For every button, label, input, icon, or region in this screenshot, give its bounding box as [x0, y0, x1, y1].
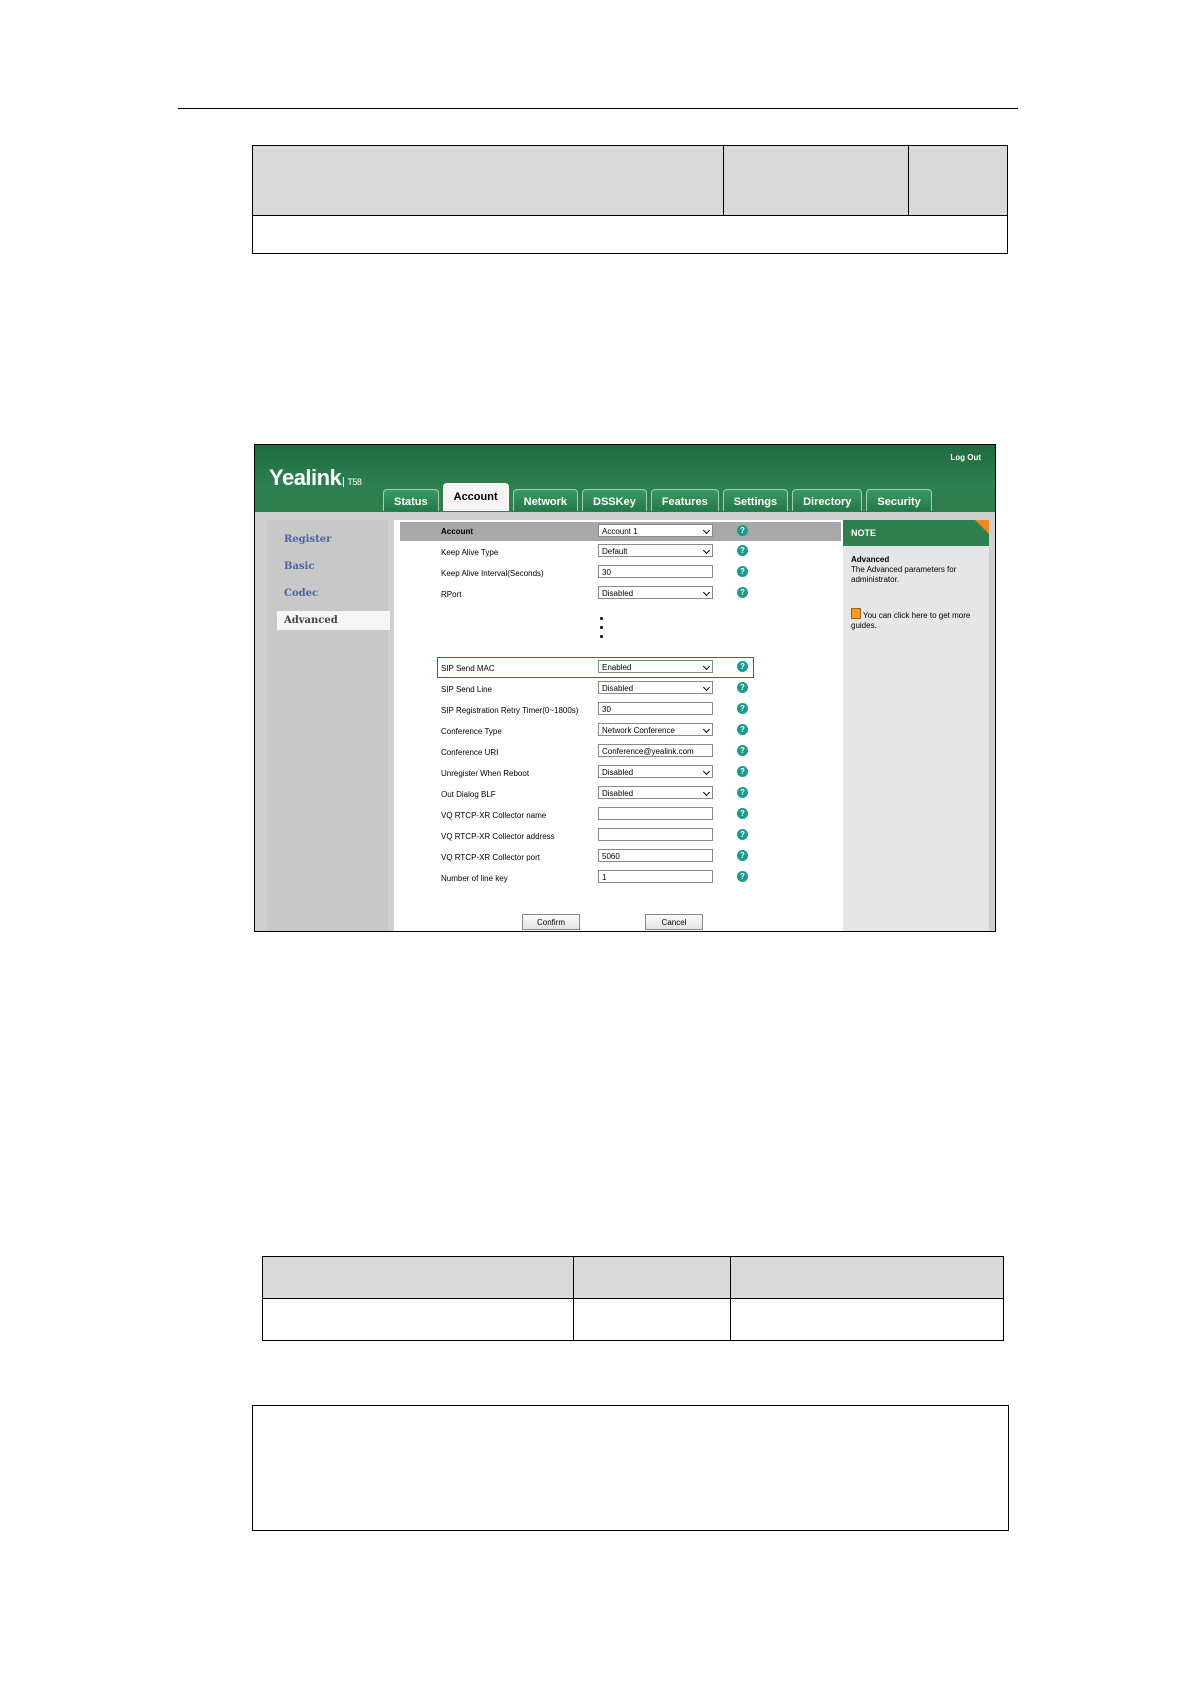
help-icon[interactable]: ?: [737, 808, 748, 819]
collector-port-input[interactable]: 5060: [598, 849, 713, 862]
tab-settings[interactable]: Settings: [723, 489, 788, 511]
sip-send-line-select[interactable]: Disabled: [598, 681, 713, 694]
row-label: Conference Type: [441, 727, 502, 736]
sidebar-item-register[interactable]: Register: [284, 534, 332, 545]
top-table-head-cell: [723, 146, 908, 216]
top-table-body-cell: [253, 216, 1008, 254]
logout-link[interactable]: Log Out: [950, 453, 981, 462]
tab-status[interactable]: Status: [383, 489, 439, 511]
help-icon[interactable]: ?: [737, 745, 748, 756]
yealink-logo: [269, 465, 361, 491]
help-icon[interactable]: ?: [737, 871, 748, 882]
help-icon[interactable]: ?: [737, 787, 748, 798]
sidebar-item-codec[interactable]: Codec: [284, 588, 319, 599]
line-key-number-input[interactable]: 1: [598, 870, 713, 883]
model-label: T58: [343, 477, 361, 487]
sip-send-mac-select[interactable]: Enabled: [598, 660, 713, 673]
guide-icon: [851, 608, 861, 619]
bottom-table-body-cell: [574, 1299, 731, 1341]
tab-dsskey[interactable]: DSSKey: [582, 489, 647, 511]
row-label: Keep Alive Type: [441, 548, 499, 557]
tab-features[interactable]: Features: [651, 489, 719, 511]
sidebar-item-basic[interactable]: Basic: [284, 561, 315, 572]
unregister-when-reboot-select[interactable]: Disabled: [598, 765, 713, 778]
web-ui-screenshot: [254, 444, 996, 932]
rport-select[interactable]: Disabled: [598, 586, 713, 599]
note-corner-icon: [975, 520, 989, 534]
row-label: Number of line key: [441, 874, 508, 883]
account-select[interactable]: Account 1: [598, 524, 713, 537]
help-icon[interactable]: ?: [737, 661, 748, 672]
cancel-button[interactable]: Cancel: [645, 914, 703, 930]
ellipsis-dot: [600, 635, 603, 638]
help-icon[interactable]: ?: [737, 587, 748, 598]
conference-type-select[interactable]: Network Conference: [598, 723, 713, 736]
retry-timer-input[interactable]: 30: [598, 702, 713, 715]
help-icon[interactable]: ?: [737, 525, 748, 536]
tab-directory[interactable]: Directory: [792, 489, 862, 511]
row-label: SIP Send MAC: [441, 664, 495, 673]
row-label: RPort: [441, 590, 462, 599]
conference-uri-input[interactable]: Conference@yealink.com: [598, 744, 713, 757]
sidebar-item-advanced[interactable]: Advanced: [277, 611, 390, 630]
row-label: VQ RTCP-XR Collector address: [441, 832, 555, 841]
tab-network[interactable]: Network: [513, 489, 578, 511]
row-label: SIP Registration Retry Timer(0~1800s): [441, 706, 579, 715]
page-header-rule: [178, 108, 1018, 109]
note-title: NOTE: [851, 528, 877, 538]
top-table-head-cell: [253, 146, 724, 216]
help-icon[interactable]: ?: [737, 682, 748, 693]
row-label: Unregister When Reboot: [441, 769, 530, 778]
brand-name: Yealink: [269, 465, 342, 490]
sidebar: [267, 520, 388, 932]
tab-security[interactable]: Security: [866, 489, 931, 511]
out-dialog-blf-select[interactable]: Disabled: [598, 786, 713, 799]
note-guide-text[interactable]: You can click here to get more guides.: [851, 611, 971, 630]
note-guide[interactable]: [851, 608, 981, 631]
row-label: VQ RTCP-XR Collector port: [441, 853, 540, 862]
account-label: Account: [441, 527, 473, 536]
top-table-head-cell: [908, 146, 1007, 216]
collector-address-input[interactable]: [598, 828, 713, 841]
keep-alive-interval-input[interactable]: 30: [598, 565, 713, 578]
note-box: [252, 1405, 1009, 1531]
main-tabs: [383, 483, 936, 511]
note-header: [843, 520, 989, 546]
top-bar: [255, 445, 995, 512]
bottom-table-body-cell: [263, 1299, 574, 1341]
row-label: VQ RTCP-XR Collector name: [441, 811, 547, 820]
bottom-table-head-cell: [263, 1257, 574, 1299]
help-icon[interactable]: ?: [737, 566, 748, 577]
help-icon[interactable]: ?: [737, 724, 748, 735]
note-heading: Advanced: [851, 555, 890, 564]
note-panel: [843, 520, 989, 932]
tab-account[interactable]: Account: [443, 483, 509, 511]
help-icon[interactable]: ?: [737, 829, 748, 840]
row-label: SIP Send Line: [441, 685, 493, 694]
bottom-table-head-cell: [731, 1257, 1004, 1299]
top-table: [252, 145, 1008, 254]
help-icon[interactable]: ?: [737, 703, 748, 714]
row-label: Out Dialog BLF: [441, 790, 496, 799]
help-icon[interactable]: ?: [737, 766, 748, 777]
ellipsis-dot: [600, 617, 603, 620]
bottom-table: [262, 1256, 1004, 1341]
bottom-table-body-cell: [731, 1299, 1004, 1341]
note-body: The Advanced parameters for administrator.: [851, 565, 957, 584]
ellipsis-dot: [600, 626, 603, 629]
help-icon[interactable]: ?: [737, 850, 748, 861]
bottom-table-head-cell: [574, 1257, 731, 1299]
row-label: Keep Alive Interval(Seconds): [441, 569, 544, 578]
collector-name-input[interactable]: [598, 807, 713, 820]
help-icon[interactable]: ?: [737, 545, 748, 556]
settings-panel: [394, 520, 845, 932]
row-label: Conference URI: [441, 748, 499, 757]
confirm-button[interactable]: Confirm: [522, 914, 580, 930]
keep-alive-type-select[interactable]: Default: [598, 544, 713, 557]
